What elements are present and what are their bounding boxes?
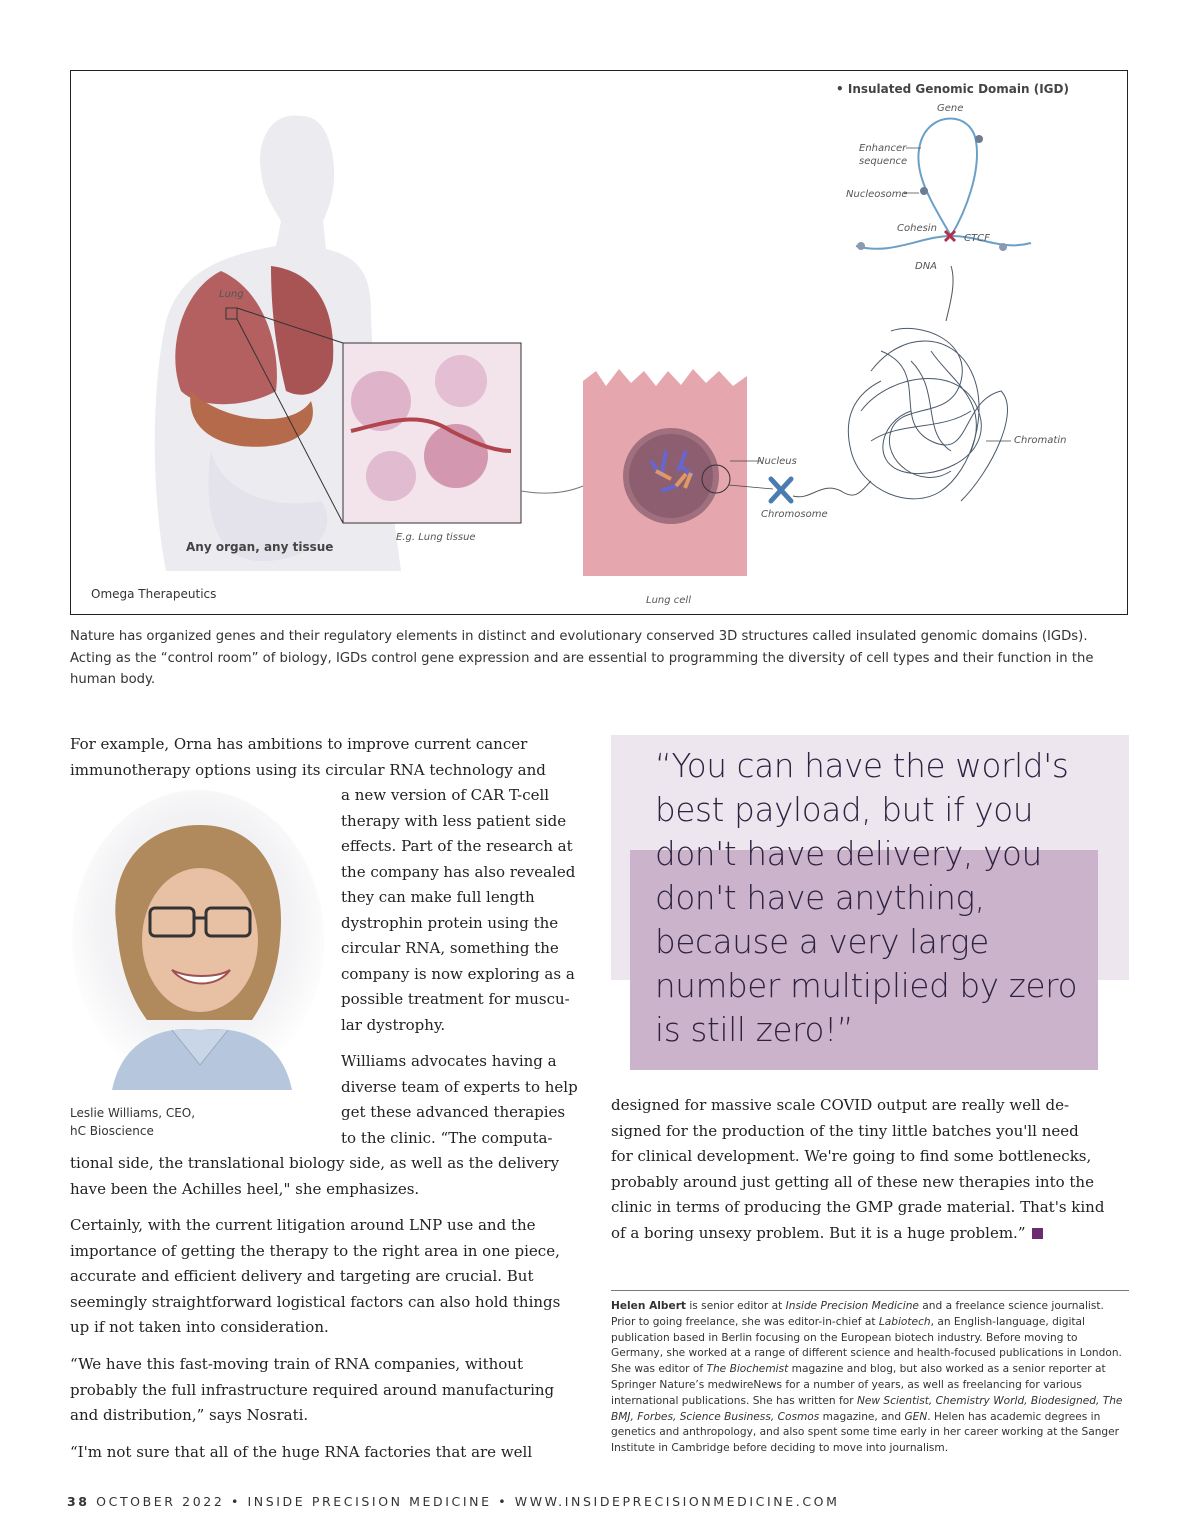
label-dna: DNA	[915, 261, 938, 272]
end-mark-icon	[1032, 1228, 1043, 1239]
intro-line-1: For example, Orna has ambitions to improve current cancer	[70, 735, 528, 753]
right-line-last	[611, 1221, 1136, 1247]
bio-text: is senior editor at	[685, 1300, 786, 1312]
label-lung-cell: Lung cell	[646, 595, 691, 606]
pull-quote-line: number multiplied by zero	[655, 967, 1078, 1005]
chromosome-illustration	[729, 456, 871, 520]
pull-quote-line: don't have anything,	[655, 879, 985, 917]
certainly-line: seemingly straightforward logistical factors can also hold things	[70, 1292, 561, 1311]
chromatin-illustration	[848, 328, 1007, 501]
label-any-organ: Any organ, any tissue	[186, 540, 334, 554]
right-line: signed for the production of the tiny little batches you'll need	[611, 1121, 1079, 1140]
bio-text: magazine, and	[819, 1410, 905, 1423]
bio-text: magazine and blog, but also worked as a senior reporter at Springer Nature’s medwireNews for a number of years, as well as freelancing for various international publications. She has written for	[611, 1363, 1106, 1407]
right-line: for clinical development. We're going to find some bottlenecks,	[611, 1147, 1092, 1165]
bio-text: , an English-language, digital publication based in Berlin focusing on the European biotech industry. Before moving to Germany, she worked at a range of different science and health-focused publications in London. She was editor of	[611, 1315, 1122, 1376]
after-wrap-line: tional side, the translational biology side, as well as the delivery	[70, 1154, 560, 1172]
wrap1-line: effects. Part of the research at	[341, 837, 573, 855]
pull-quote-line: is still zero!”	[655, 1011, 854, 1049]
wrap1-line: circular RNA, something the	[341, 939, 559, 957]
train-line: and distribution,” says Nosrati.	[70, 1406, 309, 1424]
wrap1-line: possible treatment for muscu-	[341, 990, 570, 1008]
bio-author-name: Helen Albert	[611, 1300, 686, 1312]
pull-quote-line: “You can have the world's	[655, 747, 1069, 785]
left-wrap-paragraph-1	[341, 783, 596, 1038]
bio-italic: Labiotech	[878, 1315, 931, 1328]
label-lung-tissue: E.g. Lung tissue	[396, 532, 476, 543]
right-line: designed for massive scale COVID output are really well de-	[611, 1096, 1070, 1114]
bio-text: and a freelance science journalist. Prior to going freelance, she was editor-in-chief at	[611, 1300, 1104, 1328]
bio-italic: New Scientist, Chemistry World, Biodesigned, The BMJ, Forbes, Science Business, Cosmos	[611, 1394, 1123, 1423]
wrap2-line: Williams advocates having a	[341, 1052, 557, 1070]
certainly-line: importance of getting the therapy to the right area in one piece,	[70, 1241, 560, 1260]
igd-title: • Insulated Genomic Domain (IGD)	[836, 82, 1069, 96]
label-nucleus: Nucleus	[757, 456, 797, 467]
certainly-line: Certainly, with the current litigation around LNP use and the	[70, 1216, 536, 1234]
right-line: probably around just getting all of these new therapies into the	[611, 1172, 1094, 1191]
label-cohesin: Cohesin	[897, 223, 937, 234]
wrap1-line: the company has also revealed	[341, 862, 576, 881]
label-lung: Lung	[219, 289, 244, 300]
lung-tissue-illustration	[343, 343, 521, 523]
lung-cell-illustration	[521, 369, 747, 576]
pull-quote-line: best payload, but if you	[655, 791, 1034, 829]
factories-line: “I'm not sure that all of the huge RNA factories that are well	[70, 1443, 533, 1461]
figure-caption: Nature has organized genes and their regulatory elements in distinct and evolutionary conserved 3D structures called insulated genomic domains (IGDs). Acting as the “control room” of biology, IGDs control gene expression and are essential to programming the diversity of cell types and their function in the human body.	[70, 629, 1094, 687]
label-gene: Gene	[937, 103, 964, 114]
portrait-caption-name: Leslie Williams, CEO,	[70, 1106, 196, 1120]
wrap1-line: a new version of CAR T-cell	[341, 786, 550, 804]
intro-line-2: immunotherapy options using its circular RNA technology and	[70, 760, 546, 779]
left-intro	[70, 732, 590, 783]
page-number: 38	[67, 1494, 90, 1509]
label-nucleosome: Nucleosome	[846, 189, 908, 200]
bio-italic: Inside Precision Medicine	[785, 1300, 919, 1312]
igd-loop-diagram	[836, 82, 1069, 272]
pull-quote-line: because a very large	[655, 923, 989, 961]
bio-italic: The Biochemist	[706, 1363, 789, 1376]
portrait-caption	[70, 1104, 195, 1140]
figure-credit: Omega Therapeutics	[91, 587, 217, 601]
wrap1-line: company is now exploring as a	[341, 964, 575, 983]
label-chromosome: Chromosome	[761, 509, 828, 520]
certainly-line: up if not taken into consideration.	[70, 1318, 329, 1336]
right-line-text: of a boring unsexy problem. But it is a huge problem.”	[611, 1223, 1026, 1242]
right-column-text	[611, 1093, 1136, 1246]
wrap2-line: get these advanced therapies	[341, 1103, 566, 1121]
portrait-caption-org: hC Bioscience	[70, 1124, 154, 1138]
after-wrap-line: have been the Achilles heel," she emphasizes.	[70, 1179, 420, 1198]
pull-quote-line: don't have delivery, you	[655, 835, 1042, 873]
label-enhancer-1: Enhancer	[859, 143, 907, 154]
paragraph-factories	[70, 1440, 595, 1466]
page-footer	[67, 1494, 839, 1509]
author-bio	[611, 1299, 1131, 1457]
paragraph-train	[70, 1352, 595, 1429]
pull-quote	[655, 744, 1115, 1052]
portrait-image	[72, 790, 324, 1090]
label-chromatin: Chromatin	[1014, 435, 1067, 446]
train-line: “We have this fast-moving train of RNA companies, without	[70, 1355, 523, 1373]
paragraph-certainly	[70, 1213, 595, 1341]
wrap1-line: lar dystrophy.	[341, 1015, 446, 1034]
label-enhancer-2: sequence	[859, 156, 908, 167]
figure-illustration	[71, 71, 1128, 615]
wrap1-line: therapy with less patient side	[341, 811, 567, 830]
left-after-wrap	[70, 1151, 595, 1202]
bio-divider	[611, 1290, 1129, 1291]
right-line: clinic in terms of producing the GMP grade material. That's kind	[611, 1198, 1105, 1216]
bio-text: . Helen has academic degrees in genetics and anthropology, and also spent some time early in her career working at the Sanger Institute in Cambridge before deciding to move into journalism.	[611, 1410, 1120, 1455]
wrap1-line: dystrophin protein using the	[341, 913, 559, 932]
bio-italic: GEN	[904, 1410, 928, 1423]
wrap1-line: they can make full length	[341, 888, 535, 906]
certainly-line: accurate and efficient delivery and targeting are crucial. But	[70, 1267, 534, 1285]
label-ctcf: CTCF	[964, 233, 990, 244]
left-wrap-paragraph-2	[341, 1049, 596, 1151]
footer-text: OCTOBER 2022 • INSIDE PRECISION MEDICINE • WWW.INSIDEPRECISIONMEDICINE.COM	[89, 1494, 840, 1509]
wrap2-line: to the clinic. “The computa-	[341, 1128, 553, 1147]
train-line: probably the full infrastructure required around manufacturing	[70, 1380, 555, 1399]
portrait-leslie-williams	[72, 790, 324, 1090]
igd-figure	[70, 70, 1128, 615]
wrap2-line: diverse team of experts to help	[341, 1077, 578, 1096]
